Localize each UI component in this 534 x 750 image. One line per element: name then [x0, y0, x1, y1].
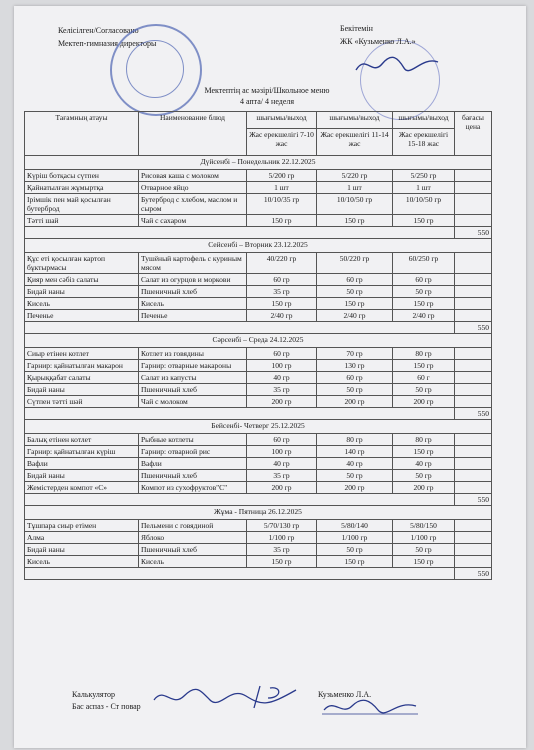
day-total-price: 550 — [455, 568, 492, 580]
approval-block-right — [340, 22, 416, 48]
dish-name-ru: Тушёный картофель с куриным мясом — [139, 253, 247, 274]
dish-name-ru: Кисель — [139, 556, 247, 568]
portion-7-10: 100 гр — [247, 360, 317, 372]
col-header-out2: шығымы/выход — [317, 112, 393, 129]
dish-name-kz: Кисель — [25, 298, 139, 310]
portion-11-14: 1/100 гр — [317, 532, 393, 544]
price-cell — [455, 470, 492, 482]
portion-7-10: 35 гр — [247, 470, 317, 482]
portion-15-18: 5/250 гр — [393, 170, 455, 182]
price-cell — [455, 274, 492, 286]
portion-15-18: 10/10/50 гр — [393, 194, 455, 215]
dish-name-kz: Қырыққабат салаты — [25, 372, 139, 384]
age-group-1: Жас ерекшелігі 7-10 жас — [247, 129, 317, 156]
portion-7-10: 2/40 гр — [247, 310, 317, 322]
portion-11-14: 60 гр — [317, 274, 393, 286]
manager-signature — [320, 696, 420, 718]
day-total-price: 550 — [455, 227, 492, 239]
col-header-out1: шығымы/выход — [247, 112, 317, 129]
dish-name-kz: Тұшпара сиыр етімен — [25, 520, 139, 532]
menu-body — [25, 156, 492, 580]
portion-7-10: 200 гр — [247, 482, 317, 494]
day-header-row — [25, 420, 492, 434]
total-spacer — [25, 494, 455, 506]
portion-15-18: 80 гр — [393, 348, 455, 360]
age-group-2: Жас ерекшелігі 11-14 жас — [317, 129, 393, 156]
day-total-price: 550 — [455, 494, 492, 506]
portion-7-10: 1/100 гр — [247, 532, 317, 544]
day-total-row — [25, 494, 492, 506]
dish-name-ru: Котлет из говядины — [139, 348, 247, 360]
dish-name-kz: Тәтті шай — [25, 215, 139, 227]
portion-15-18: 1/100 гр — [393, 532, 455, 544]
portion-11-14: 2/40 гр — [317, 310, 393, 322]
price-cell — [455, 384, 492, 396]
day-title: Сейсенбі – Вторник 23.12.2025 — [25, 239, 492, 253]
portion-15-18: 5/80/150 — [393, 520, 455, 532]
portion-15-18: 150 гр — [393, 556, 455, 568]
menu-row — [25, 274, 492, 286]
day-total-row — [25, 322, 492, 334]
menu-row — [25, 215, 492, 227]
dish-name-kz: Қайнатылған жұмыртқа — [25, 182, 139, 194]
price-cell — [455, 446, 492, 458]
portion-11-14: 10/10/50 гр — [317, 194, 393, 215]
dish-name-ru: Компот из сухофруктов"С" — [139, 482, 247, 494]
portion-15-18: 50 гр — [393, 544, 455, 556]
dish-name-ru: Гарнир: отварной рис — [139, 446, 247, 458]
menu-row — [25, 360, 492, 372]
menu-row — [25, 470, 492, 482]
portion-11-14: 200 гр — [317, 396, 393, 408]
portion-15-18: 50 гр — [393, 384, 455, 396]
price-cell — [455, 544, 492, 556]
portion-11-14: 50/220 гр — [317, 253, 393, 274]
portion-15-18: 150 гр — [393, 446, 455, 458]
portion-11-14: 140 гр — [317, 446, 393, 458]
col-header-ru: Наименование блюд — [139, 112, 247, 156]
col-header-kz: Тағамның атауы — [25, 112, 139, 156]
dish-name-ru: Пельмени с говядиной — [139, 520, 247, 532]
menu-row — [25, 458, 492, 470]
price-cell — [455, 520, 492, 532]
manager-name: Кузьменко Л.А. — [318, 690, 372, 699]
chef-label: Бас аспаз - Ст повар — [72, 702, 141, 711]
total-spacer — [25, 322, 455, 334]
dish-name-kz: Печенье — [25, 310, 139, 322]
portion-7-10: 10/10/35 гр — [247, 194, 317, 215]
portion-7-10: 150 гр — [247, 556, 317, 568]
price-cell — [455, 286, 492, 298]
entrepreneur-label: ЖК «Кузьменко Л.А.» — [340, 37, 416, 46]
dish-name-kz: Бидай наны — [25, 286, 139, 298]
portion-11-14: 150 гр — [317, 215, 393, 227]
day-total-price: 550 — [455, 408, 492, 420]
dish-name-ru: Пшеничный хлеб — [139, 286, 247, 298]
portion-15-18: 40 гр — [393, 458, 455, 470]
portion-15-18: 50 гр — [393, 470, 455, 482]
dish-name-ru: Пшеничный хлеб — [139, 384, 247, 396]
portion-7-10: 35 гр — [247, 286, 317, 298]
chef-signature — [150, 682, 300, 712]
portion-7-10: 40 гр — [247, 458, 317, 470]
price-cell — [455, 482, 492, 494]
dish-name-ru: Отварное яйцо — [139, 182, 247, 194]
day-title: Дүйсенбі – Понедельник 22.12.2025 — [25, 156, 492, 170]
price-cell — [455, 372, 492, 384]
price-cell — [455, 215, 492, 227]
menu-row — [25, 170, 492, 182]
portion-7-10: 5/70/130 гр — [247, 520, 317, 532]
portion-7-10: 150 гр — [247, 298, 317, 310]
price-cell — [455, 348, 492, 360]
menu-row — [25, 446, 492, 458]
portion-11-14: 70 гр — [317, 348, 393, 360]
dish-name-kz: Жемістерден компот «С» — [25, 482, 139, 494]
portion-15-18: 60/250 гр — [393, 253, 455, 274]
dish-name-kz: Алма — [25, 532, 139, 544]
menu-row — [25, 396, 492, 408]
portion-15-18: 200 гр — [393, 482, 455, 494]
portion-7-10: 60 гр — [247, 434, 317, 446]
dish-name-ru: Чай с молоком — [139, 396, 247, 408]
portion-15-18: 200 гр — [393, 396, 455, 408]
approval-signature — [352, 50, 442, 80]
portion-11-14: 50 гр — [317, 470, 393, 482]
menu-row — [25, 298, 492, 310]
approved-label: Келісілген/Согласовано — [58, 26, 139, 35]
portion-11-14: 200 гр — [317, 482, 393, 494]
dish-name-ru: Вафли — [139, 458, 247, 470]
day-total-row — [25, 568, 492, 580]
portion-7-10: 200 гр — [247, 396, 317, 408]
portion-11-14: 50 гр — [317, 544, 393, 556]
menu-row — [25, 372, 492, 384]
portion-7-10: 60 гр — [247, 274, 317, 286]
menu-row — [25, 310, 492, 322]
dish-name-kz: Кисель — [25, 556, 139, 568]
portion-15-18: 80 гр — [393, 434, 455, 446]
menu-row — [25, 434, 492, 446]
dish-name-ru: Салат из огурцов и моркови — [139, 274, 247, 286]
price-cell — [455, 298, 492, 310]
dish-name-ru: Рисовая каша с молоком — [139, 170, 247, 182]
portion-11-14: 50 гр — [317, 384, 393, 396]
portion-11-14: 150 гр — [317, 298, 393, 310]
day-header-row — [25, 156, 492, 170]
age-group-3: Жас ерекшелігі 15-18 жас — [393, 129, 455, 156]
portion-15-18: 2/40 гр — [393, 310, 455, 322]
dish-name-kz: Гарнир: қайнатылған күріш — [25, 446, 139, 458]
portion-11-14: 150 гр — [317, 556, 393, 568]
dish-name-kz: Ірімшік пен май қосылған бутерброд — [25, 194, 139, 215]
portion-7-10: 40/220 гр — [247, 253, 317, 274]
dish-name-kz: Сиыр етінен котлет — [25, 348, 139, 360]
menu-row — [25, 286, 492, 298]
dish-name-ru: Бутерброд с хлебом, маслом и сыром — [139, 194, 247, 215]
dish-name-kz: Гарнир: қайнатылған макарон — [25, 360, 139, 372]
price-cell — [455, 360, 492, 372]
price-cell — [455, 170, 492, 182]
dish-name-ru: Печенье — [139, 310, 247, 322]
portion-11-14: 5/80/140 — [317, 520, 393, 532]
dish-name-kz: Бидай наны — [25, 384, 139, 396]
portion-7-10: 100 гр — [247, 446, 317, 458]
director-label: Мектеп-гимназия директоры — [58, 39, 157, 48]
day-title: Сәрсенбі – Среда 24.12.2025 — [25, 334, 492, 348]
day-header-row — [25, 334, 492, 348]
price-cell — [455, 434, 492, 446]
dish-name-ru: Рыбные котлеты — [139, 434, 247, 446]
menu-row — [25, 253, 492, 274]
menu-table — [24, 111, 492, 580]
price-cell — [455, 532, 492, 544]
dish-name-ru: Гарнир: отварные макароны — [139, 360, 247, 372]
price-cell — [455, 458, 492, 470]
menu-title: Мектептің ас мәзірі/Школьное меню — [204, 86, 330, 95]
portion-15-18: 60 гр — [393, 274, 455, 286]
price-cell — [455, 194, 492, 215]
portion-15-18: 50 гр — [393, 286, 455, 298]
menu-row — [25, 556, 492, 568]
dish-name-kz: Қияр мен сәбіз салаты — [25, 274, 139, 286]
calculator-label: Калькулятор — [72, 690, 115, 699]
day-title: Жұма - Пятница 26.12.2025 — [25, 506, 492, 520]
approve-label: Бекітемін — [340, 24, 373, 33]
portion-7-10: 35 гр — [247, 544, 317, 556]
dish-name-kz: Күріш ботқасы сүтпен — [25, 170, 139, 182]
portion-15-18: 150 гр — [393, 298, 455, 310]
portion-7-10: 1 шт — [247, 182, 317, 194]
dish-name-kz: Құс еті қосылған картоп бұктырмасы — [25, 253, 139, 274]
day-total-price: 550 — [455, 322, 492, 334]
dish-name-ru: Пшеничный хлеб — [139, 470, 247, 482]
dish-name-ru: Салат из капусты — [139, 372, 247, 384]
dish-name-ru: Пшеничный хлеб — [139, 544, 247, 556]
day-header-row — [25, 506, 492, 520]
day-title: Бейсенбі- Четверг 25.12.2025 — [25, 420, 492, 434]
portion-7-10: 150 гр — [247, 215, 317, 227]
portion-11-14: 80 гр — [317, 434, 393, 446]
price-cell — [455, 310, 492, 322]
dish-name-ru: Яблоко — [139, 532, 247, 544]
portion-11-14: 130 гр — [317, 360, 393, 372]
menu-row — [25, 182, 492, 194]
portion-7-10: 60 гр — [247, 348, 317, 360]
day-total-row — [25, 227, 492, 239]
portion-11-14: 5/220 гр — [317, 170, 393, 182]
day-header-row — [25, 239, 492, 253]
menu-row — [25, 532, 492, 544]
price-cell — [455, 396, 492, 408]
menu-row — [25, 544, 492, 556]
footer-left — [72, 689, 141, 713]
portion-15-18: 150 гр — [393, 215, 455, 227]
dish-name-ru: Кисель — [139, 298, 247, 310]
total-spacer — [25, 227, 455, 239]
total-spacer — [25, 568, 455, 580]
col-header-price: бағасы цена — [455, 112, 492, 156]
menu-row — [25, 348, 492, 360]
portion-7-10: 40 гр — [247, 372, 317, 384]
menu-row — [25, 520, 492, 532]
portion-11-14: 40 гр — [317, 458, 393, 470]
portion-11-14: 60 гр — [317, 372, 393, 384]
dish-name-kz: Бидай наны — [25, 470, 139, 482]
portion-15-18: 1 шт — [393, 182, 455, 194]
dish-name-ru: Чай с сахаром — [139, 215, 247, 227]
portion-15-18: 150 гр — [393, 360, 455, 372]
portion-11-14: 50 гр — [317, 286, 393, 298]
menu-week: 4 апта/ 4 неделя — [239, 97, 295, 106]
portion-15-18: 60 г — [393, 372, 455, 384]
price-cell — [455, 182, 492, 194]
portion-11-14: 1 шт — [317, 182, 393, 194]
menu-row — [25, 384, 492, 396]
col-header-out3: шығымы/выход — [393, 112, 455, 129]
dish-name-kz: Бидай наны — [25, 544, 139, 556]
menu-row — [25, 194, 492, 215]
portion-7-10: 5/200 гр — [247, 170, 317, 182]
portion-7-10: 35 гр — [247, 384, 317, 396]
dish-name-kz: Вафли — [25, 458, 139, 470]
dish-name-kz: Сүтпен тәтті шәй — [25, 396, 139, 408]
total-spacer — [25, 408, 455, 420]
price-cell — [455, 253, 492, 274]
price-cell — [455, 556, 492, 568]
day-total-row — [25, 408, 492, 420]
dish-name-kz: Балық етінен котлет — [25, 434, 139, 446]
menu-row — [25, 482, 492, 494]
